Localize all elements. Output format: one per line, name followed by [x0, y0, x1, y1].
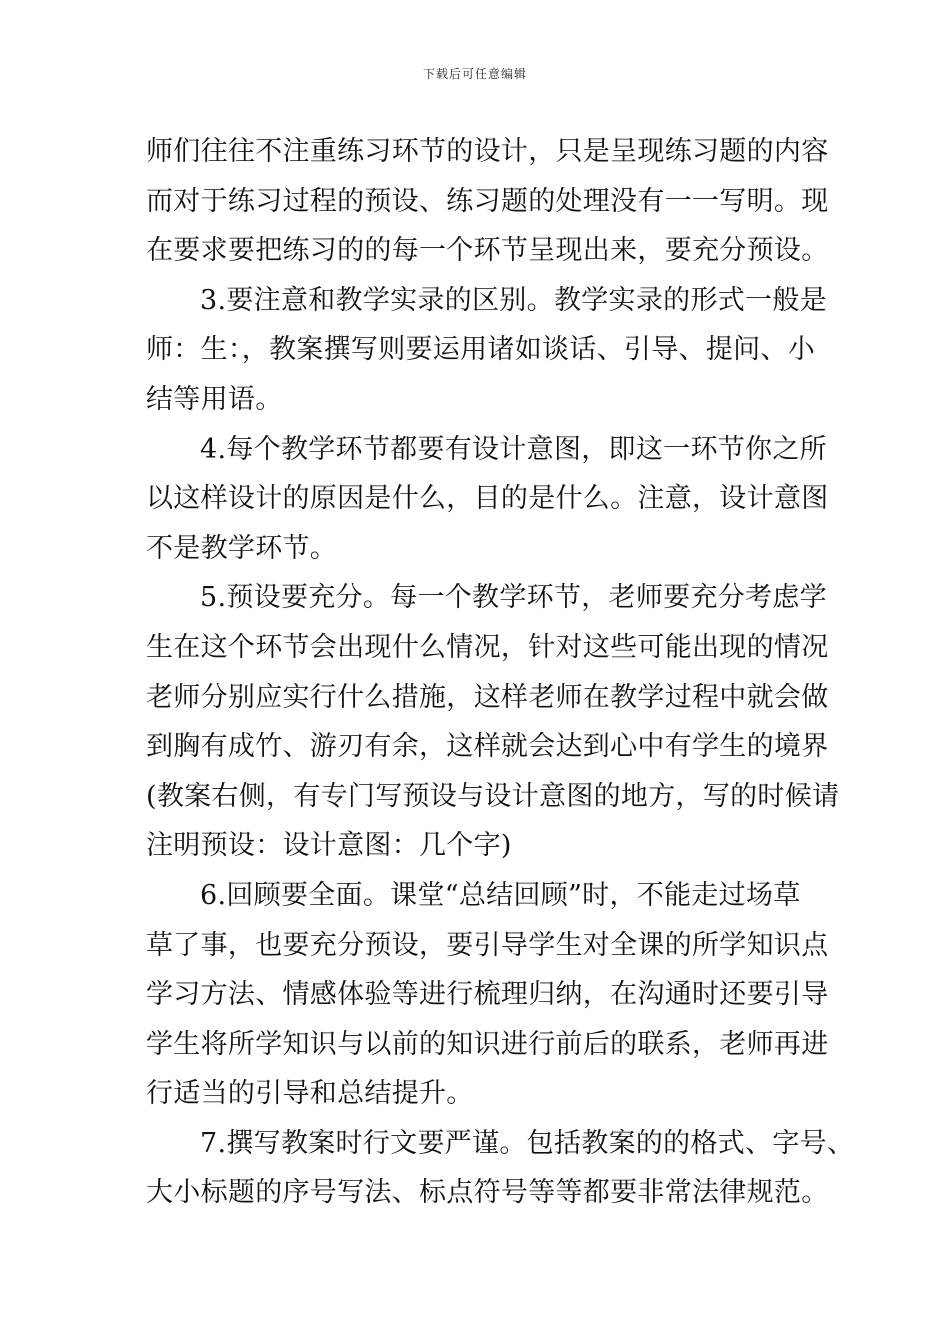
text-line: 在要求要把练习的的每一个环节呈现出来，要充分预设。: [146, 235, 829, 267]
text-line: (教案右侧，有专门写预设与设计意图的地方，写的时候请: [146, 780, 840, 812]
document-body: [146, 127, 855, 1218]
text-line: 草了事，也要充分预设，要引导学生对全课的所学知识点: [146, 929, 829, 961]
text-line: 以这样设计的原因是什么，目的是什么。注意，设计意图: [146, 483, 829, 515]
text-line: 师：生：，教案撰写则要运用诸如谈话、引导、提问、小: [146, 334, 815, 366]
text-line: 5.预设要充分。每一个教学环节，老师要充分考虑学: [200, 582, 827, 614]
text-line: 注明预设：设计意图：几个字): [146, 830, 512, 862]
text-line: 行适当的引导和总结提升。: [146, 1078, 474, 1110]
text-line: 大小标题的序号写法、标点符号等等都要非常法律规范。: [146, 1177, 829, 1209]
text-line: 7.撰写教案时行文要严谨。包括教案的的格式、字号、: [200, 1127, 855, 1159]
text-line: 3.要注意和教学实录的区别。教学实录的形式一般是: [200, 284, 827, 316]
text-line: 6.回顾要全面。课堂“总结回顾”时，不能走过场草: [200, 879, 801, 911]
text-line: 老师分别应实行什么措施，这样老师在教学过程中就会做: [146, 681, 829, 713]
text-line: 结等用语。: [146, 383, 283, 415]
text-line: 师们往往不注重练习环节的设计，只是呈现练习题的内容: [146, 136, 829, 167]
page-header: 下载后可任意编辑: [422, 67, 527, 81]
text-line: 学习方法、情感体验等进行梳理归纳，在沟通时还要引导: [146, 979, 829, 1011]
text-line: 学生将所学知识与以前的知识进行前后的联系，老师再进: [146, 1028, 829, 1060]
text-line: 而对于练习过程的预设、练习题的处理没有一一写明。现: [146, 185, 829, 217]
text-line: 不是教学环节。: [146, 532, 338, 564]
text-line: 4.每个教学环节都要有设计意图，即这一环节你之所: [200, 433, 827, 465]
text-line: 到胸有成竹、游刃有余，这样就会达到心中有学生的境界: [146, 731, 829, 763]
text-line: 生在这个环节会出现什么情况，针对这些可能出现的情况: [146, 631, 829, 663]
